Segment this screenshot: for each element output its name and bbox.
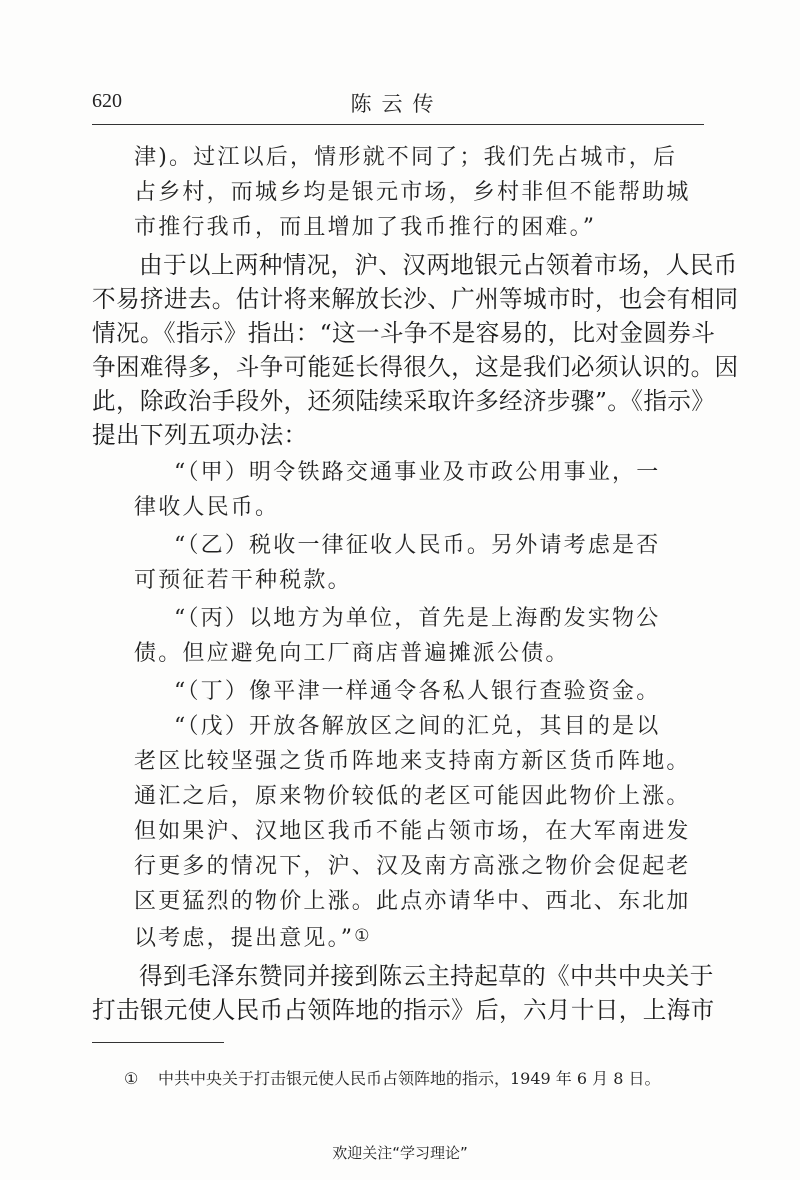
running-title: 陈云传 <box>350 92 444 116</box>
text-line: “（丙）以地方为单位，首先是上海酌发实物公 <box>174 606 661 631</box>
item-yi <box>92 528 706 598</box>
footnote-reference[interactable]: ① <box>354 926 372 946</box>
text-line: 提出下列五项办法： <box>92 421 308 449</box>
text-line: 律收人民币。 <box>134 495 280 520</box>
text-line: 但如果沪、汉地区我币不能占领市场，在大军南进发 <box>134 819 691 844</box>
text-line: 由于以上两种情况，沪、汉两地银元占领着市场，人民币 <box>139 251 738 279</box>
text-line: 得到毛泽东赞同并接到陈云主持起草的《中共中央关于 <box>139 962 714 990</box>
page-header <box>92 88 702 124</box>
item-wu <box>92 709 706 956</box>
watermark-caption: 欢迎关注“学习理论” <box>332 1144 468 1162</box>
paragraph-main-1 <box>92 248 739 452</box>
quote-continuation <box>92 140 706 245</box>
text-line: 区更猛烈的物价上涨。此点亦请华中、西北、东北加 <box>134 889 691 914</box>
header-rule <box>92 124 704 125</box>
page-number: 620 <box>92 90 122 112</box>
text-line: 市推行我币，而且增加了我币推行的困难。” <box>134 215 597 240</box>
text-line: 通汇之后，原来物价较低的老区可能因此物价上涨。 <box>134 784 691 809</box>
item-ding <box>92 674 706 709</box>
text-line: “（丁）像平津一样通令各私人银行查验资金。 <box>174 679 661 704</box>
footnote-mark: ① <box>124 1069 139 1088</box>
text-line: 津)。过江以后，情形就不同了；我们先占城市，后 <box>134 145 678 170</box>
footnote-rule <box>92 1042 224 1043</box>
text-line: 情况。《指示》指出：“这一斗争不是容易的，比对金圆券斗 <box>92 319 716 347</box>
footnote-text: 中共中央关于打击银元使人民币占领阵地的指示，1949 年 6 月 8 日。 <box>158 1069 661 1088</box>
text-line-with-footnote-ref <box>92 919 706 956</box>
page-body <box>92 140 739 1027</box>
footnote <box>124 1066 661 1089</box>
text-line: 老区比较坚强之货币阵地来支持南方新区货币阵地。 <box>134 749 691 774</box>
paragraph-main-2 <box>92 959 715 1027</box>
text-line: “（戊）开放各解放区之间的汇兑，其目的是以 <box>174 714 661 739</box>
text-line: 此，除政治手段外，还须陆续采取许多经济步骤”。《指示》 <box>92 387 716 415</box>
text-line: 债。但应避免向工厂商店普遍摊派公债。 <box>134 641 570 666</box>
item-bing <box>92 601 706 671</box>
text-line: 可预征若干种税款。 <box>134 568 352 593</box>
text-line: 打击银元使人民币占领阵地的指示》后，六月十日，上海市 <box>92 996 715 1024</box>
text-line: 占乡村，而城乡均是银元市场，乡村非但不能帮助城 <box>134 180 691 205</box>
item-jia <box>92 455 706 525</box>
text-line: 行更多的情况下，沪、汉及南方高涨之物价会促起老 <box>134 854 691 879</box>
text-line: 不易挤进去。估计将来解放长沙、广州等城市时，也会有相同 <box>92 285 739 313</box>
text-line: “（甲）明令铁路交通事业及市政公用事业，一 <box>174 460 661 485</box>
text-line: “（乙）税收一律征收人民币。另外请考虑是否 <box>174 533 661 558</box>
text-line: 争困难得多，斗争可能延长得很久，这是我们必须认识的。因 <box>92 353 739 381</box>
text-fragment: 以考虑，提出意见。” <box>134 926 355 951</box>
